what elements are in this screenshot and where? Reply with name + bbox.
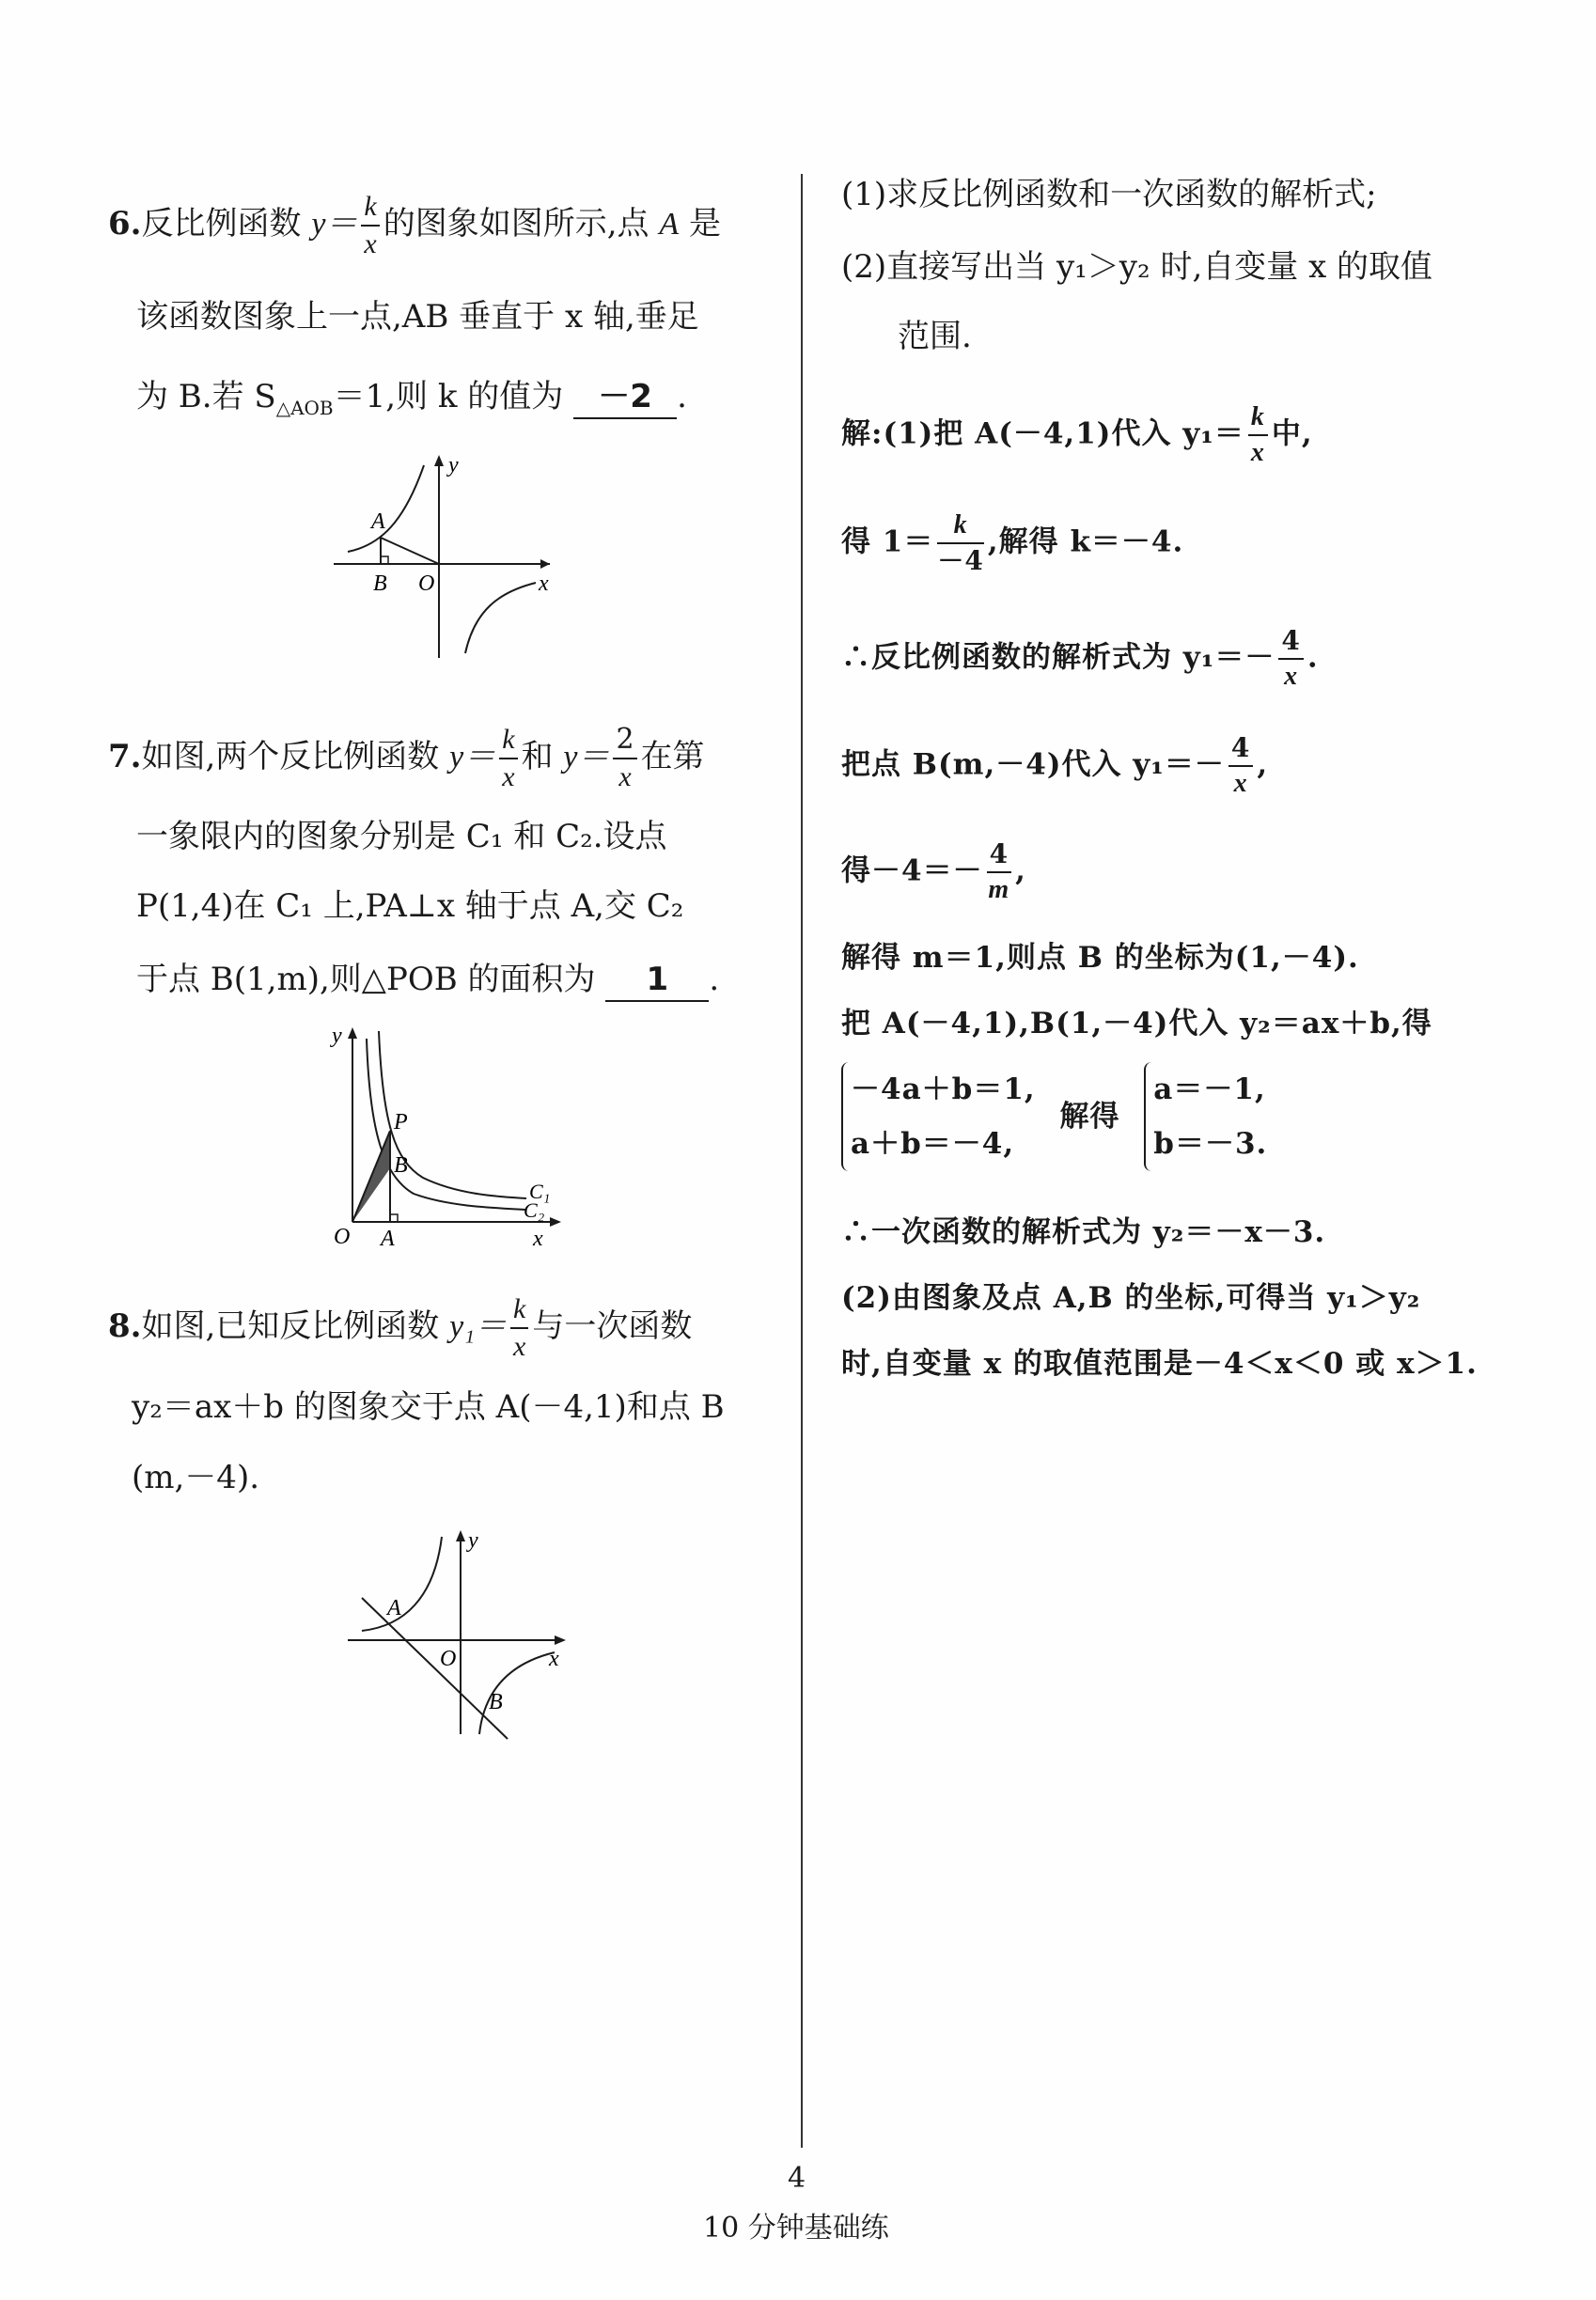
sol5-a: 得－4＝－ <box>841 853 983 888</box>
system-row-2: a＋b＝－4, <box>851 1127 1015 1161</box>
sol4-num: 4 <box>1228 735 1253 767</box>
q8-label-a: A <box>387 1596 401 1620</box>
q6-label-a: A <box>371 509 385 534</box>
q6-label-b: B <box>373 571 387 596</box>
q8-x-arrow <box>555 1635 566 1645</box>
q8-label-o: O <box>440 1647 457 1671</box>
q8-eq: y₁＝ <box>449 1309 508 1344</box>
q7-y-arrow <box>348 1027 357 1039</box>
q6-number: 6. <box>108 205 142 243</box>
q7-label-c2: C₂ <box>524 1198 545 1222</box>
q7-label-b: B <box>394 1153 408 1178</box>
q8-f-den: x <box>513 1331 526 1362</box>
sol3-num: 4 <box>1278 628 1303 660</box>
q7-label-x: x <box>533 1227 543 1245</box>
q7-f2-num: 2 <box>613 726 636 759</box>
solution-row-2: b＝－3. <box>1153 1127 1268 1161</box>
sol5-num: 4 <box>987 841 1011 873</box>
q6-line1 <box>108 193 721 258</box>
q7-fraction-1 <box>499 726 517 791</box>
q6-fraction <box>361 193 379 258</box>
q6-text-a: 反比例函数 <box>141 205 302 243</box>
q6-right-angle <box>381 556 388 564</box>
solution-line-4 <box>841 732 1269 798</box>
solution-line-5 <box>841 838 1026 904</box>
column-divider <box>801 174 803 2148</box>
q8-part1: (1)求反比例函数和一次函数的解析式; <box>841 176 1377 213</box>
q8-part2-cont: 范围. <box>898 318 972 355</box>
q8-number: 8. <box>108 1307 142 1345</box>
q6-text-k: ＝1,则 k 的值为 <box>333 378 564 415</box>
q7-f1-den: x <box>502 761 515 792</box>
sol4-den: x <box>1233 769 1248 798</box>
q6-line2: 该函数图象上一点,AB 垂直于 x 轴,垂足 <box>136 298 699 336</box>
q7-eq1: y＝ <box>449 740 496 774</box>
q8-curve-left <box>362 1537 442 1631</box>
q8-label-b: B <box>489 1690 503 1714</box>
q6-sub: △AOB <box>275 396 334 419</box>
sol3-a: ∴反比例函数的解析式为 y₁＝－ <box>841 640 1275 675</box>
sol2-num: k <box>937 512 983 544</box>
sol1-num: k <box>1248 404 1268 436</box>
q6-curve-right <box>465 583 536 653</box>
q6-x-arrow <box>540 559 550 569</box>
q8-label-y: y <box>468 1528 478 1553</box>
q7-end: . <box>709 961 720 998</box>
q8-fraction <box>510 1295 528 1361</box>
q7-line3: P(1,4)在 C₁ 上,PA⊥x 轴于点 A,交 C₂ <box>136 887 684 925</box>
q6-segment-ao <box>381 538 439 564</box>
system-row-1: －4a＋b＝1, <box>851 1072 1036 1106</box>
q6-text-c: 是 <box>688 205 721 243</box>
sol1-a: 解:(1)把 A(－4,1)代入 y₁＝ <box>841 416 1244 451</box>
q6-label-x: x <box>539 571 549 596</box>
q7-text-a: 如图,两个反比例函数 <box>141 738 440 775</box>
q6-label-y: y <box>448 453 459 477</box>
solution-line-1 <box>841 404 1313 466</box>
q6-line3 <box>136 376 687 429</box>
sol3-den: x <box>1284 662 1299 691</box>
solution-system <box>841 1062 1267 1171</box>
q8-graph <box>348 1523 573 1748</box>
sol2-b: ,解得 k＝－4. <box>987 524 1184 559</box>
q7-answer: 1 <box>605 959 709 1002</box>
q7-text-b: 在第 <box>640 738 705 775</box>
sol2-fraction <box>937 512 983 574</box>
solution-line-10: 时,自变量 x 的取值范围是－4＜x＜0 或 x＞1. <box>841 1347 1478 1381</box>
q8-line3: (m,－4). <box>132 1459 260 1496</box>
q6-label-o: O <box>418 571 435 596</box>
q7-label-c1: C₁ <box>529 1180 551 1203</box>
sol4-a: 把点 B(m,－4)代入 y₁＝－ <box>841 747 1225 782</box>
system-solve: 解得 <box>1059 1100 1120 1134</box>
q7-label-y: y <box>332 1024 342 1048</box>
sol5-den: m <box>988 875 1010 904</box>
solution-line-3 <box>841 625 1319 691</box>
q8-text-a: 如图,已知反比例函数 <box>141 1307 440 1345</box>
sol1-fraction <box>1248 404 1268 466</box>
sol3-fraction <box>1278 625 1303 691</box>
q6-curve-left <box>348 465 424 552</box>
q6-end: . <box>677 378 687 415</box>
q8-text-b: 与一次函数 <box>532 1307 693 1345</box>
sol3-b: . <box>1307 640 1319 675</box>
q7-label-o: O <box>334 1225 351 1245</box>
q7-line1 <box>108 723 705 792</box>
sol4-b: , <box>1257 747 1269 782</box>
q7-f2-den: x <box>618 761 632 792</box>
sol4-fraction <box>1228 732 1253 798</box>
book-title: 10 分钟基础练 <box>703 2212 889 2245</box>
q8-y-arrow <box>456 1530 465 1541</box>
solution-line-2 <box>841 512 1183 574</box>
q8-f-num: k <box>510 1295 528 1329</box>
solution-row-1: a＝－1, <box>1153 1072 1266 1106</box>
q7-and: 和 <box>521 738 554 775</box>
q6-frac-den: x <box>364 228 377 259</box>
q8-line-y2 <box>362 1598 508 1739</box>
q8-line2: y₂＝ax＋b 的图象交于点 A(－4,1)和点 B <box>132 1388 725 1426</box>
q7-line4 <box>136 959 719 1002</box>
q6-graph <box>334 451 559 663</box>
solution-line-9: (2)由图象及点 A,B 的坐标,可得当 y₁＞y₂ <box>841 1281 1421 1315</box>
q6-y-arrow <box>434 455 444 466</box>
q7-graph <box>324 1020 569 1245</box>
q7-text-area: 于点 B(1,m),则△POB 的面积为 <box>136 961 596 998</box>
system-equations <box>841 1062 1036 1171</box>
sol1-den: x <box>1250 438 1265 467</box>
q6-eq: y＝ <box>311 207 358 242</box>
q7-line2: 一象限内的图象分别是 C₁ 和 C₂.设点 <box>136 818 667 855</box>
q8-label-x: x <box>549 1647 559 1671</box>
solution-line-8: ∴一次函数的解析式为 y₂＝－x－3. <box>841 1215 1326 1249</box>
solution-line-7: 把 A(－4,1),B(1,－4)代入 y₂＝ax＋b,得 <box>841 1007 1432 1040</box>
solution-line-6: 解得 m＝1,则点 B 的坐标为(1,－4). <box>841 941 1359 975</box>
q7-label-a: A <box>381 1227 395 1245</box>
page-number: 4 <box>788 2162 806 2195</box>
q7-fraction-2 <box>613 723 636 792</box>
q6-point-a: A <box>659 207 680 242</box>
q6-answer: －2 <box>573 376 677 419</box>
q7-f1-num: k <box>499 726 517 759</box>
q7-right-angle <box>390 1214 398 1222</box>
system-solution <box>1144 1062 1267 1171</box>
sol2-a: 得 1＝ <box>841 524 934 559</box>
q7-x-arrow <box>550 1217 561 1227</box>
sol1-b: 中, <box>1271 416 1313 451</box>
q8-line1 <box>108 1295 692 1361</box>
sol5-fraction <box>987 838 1011 904</box>
q6-text-s: 为 B.若 S <box>136 378 276 415</box>
sol2-den: －4 <box>937 545 984 576</box>
q8-part2: (2)直接写出当 y₁＞y₂ 时,自变量 x 的取值 <box>841 248 1433 286</box>
q7-number: 7. <box>108 738 142 775</box>
q6-frac-num: k <box>361 193 379 227</box>
q7-eq2: y＝ <box>563 740 610 774</box>
sol5-b: , <box>1015 853 1026 888</box>
q7-label-p: P <box>394 1110 408 1134</box>
q6-text-b: 的图象如图所示,点 <box>383 205 649 243</box>
